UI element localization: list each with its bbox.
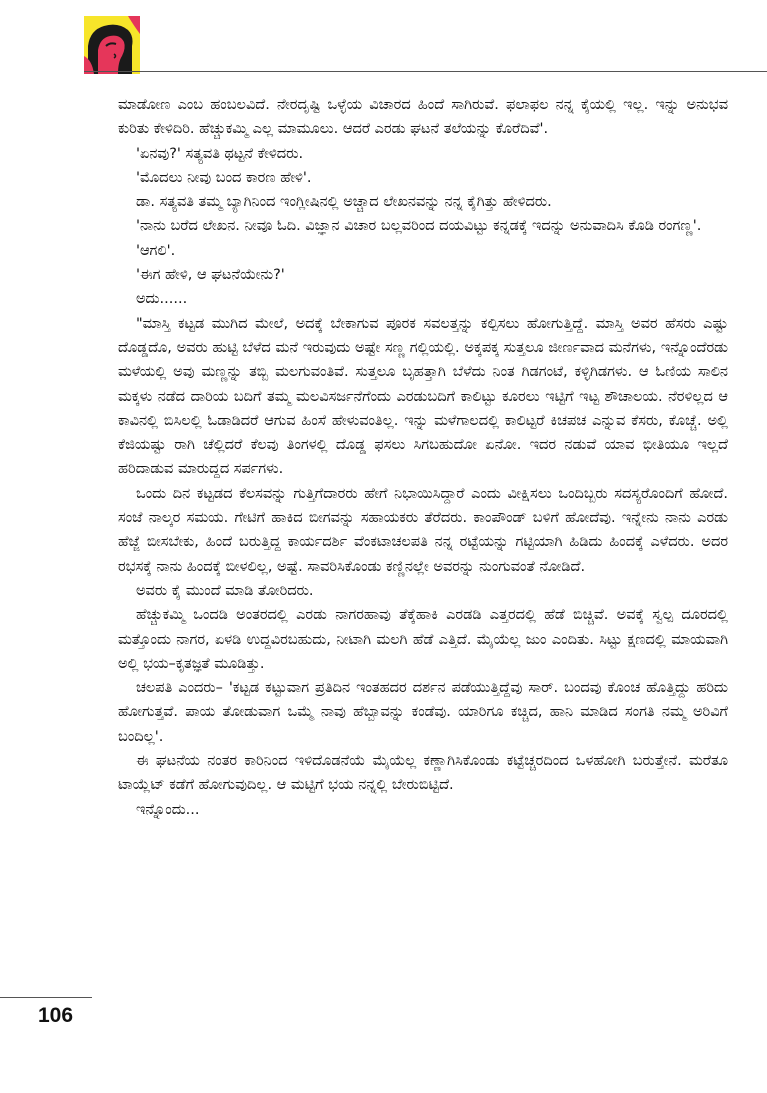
paragraph: ಡಾ. ಸತ್ಯವತಿ ತಮ್ಮ ಬ್ಯಾಗಿನಿಂದ ಇಂಗ್ಲೀಷಿನಲ್ಲಿ ಅಚ್ಚಾದ ಲೇಖನವನ್ನು ನನ್ನ ಕೈಗಿತ್ತು ಹೇಳಿದರು. — [136, 194, 552, 211]
paragraph: ಚಲಪತಿ ಎಂದರು– 'ಕಟ್ಟಡ ಕಟ್ಟುವಾಗ ಪ್ರತಿದಿನ ಇಂತಹದರ ದರ್ಶನ ಪಡೆಯುತ್ತಿದ್ದೆವು ಸಾರ್. ಬಂದವು ಕೊಂಚ ಹೊತ್ತಿದ್ದು ಹರಿದು ಹೋಗುತ್ತವೆ. ಪಾಯ ತೋಡುವಾಗ ಒಮ್ಮೆ ನಾವು ಹೆಬ್ಬಾವನ್ನು ಕಂಡೆವು. ಯಾರಿಗೂ ಕಚ್ಚಿದ, ಹಾನಿ ಮಾಡಿದ ಸಂಗತಿ ನಮ್ಮ ಅರಿವಿಗೆ ಬಂದಿಲ್ಲ'. — [118, 680, 728, 745]
folio-rule — [0, 997, 92, 998]
paragraph: ಒಂದು ದಿನ ಕಟ್ಟಡದ ಕೆಲಸವನ್ನು ಗುತ್ತಿಗೆದಾರರು ಹೇಗೆ ನಿಭಾಯಿಸಿದ್ದಾರೆ ಎಂದು ವೀಕ್ಷಿಸಲು ಒಂದಿಬ್ಬರು ಸದಸ್ಯರೊಂದಿಗೆ ಹೋದೆ. ಸಂಜೆ ನಾಲ್ಕರ ಸಮಯ. ಗೇಟಿಗೆ ಹಾಕಿದ ಬೀಗವನ್ನು ಸಹಾಯಕರು ತೆರೆದರು. ಕಾಂಪೌಂಡ್ ಬಳಿಗೆ ಹೋದೆವು. ಇನ್ನೇನು ನಾನು ಎರಡು ಹೆಜ್ಜೆ ಬೀಸಬೇಕು, ಹಿಂದೆ ಬರುತ್ತಿದ್ದ ಕಾರ್ಯದರ್ಶಿ ವೆಂಕಟಾಚಲಪತಿ ನನ್ನ ರಟ್ಟೆಯನ್ನು ಗಟ್ಟಿಯಾಗಿ ಹಿಡಿದು ಹಿಂದಕ್ಕೆ ಎಳೆದರು. ಅದರ ರಭಸಕ್ಕೆ ನಾನು ಹಿಂದಕ್ಕೆ ಬೀಳಲಿಲ್ಲ, ಅಷ್ಟೆ. ಸಾವರಿಸಿಕೊಂಡು ಕಣ್ಣಿನಲ್ಲೇ ಅವರನ್ನು ನುಂಗುವಂತೆ ನೋಡಿದೆ. — [118, 485, 728, 575]
page-number: 106 — [38, 1004, 74, 1027]
paragraph: 'ಮೊದಲು ನೀವು ಬಂದ ಕಾರಣ ಹೇಳಿ'. — [136, 169, 312, 186]
paragraph: 'ಆಗಲಿ'. — [136, 242, 176, 259]
paragraph: ಹೆಚ್ಚುಕಮ್ಮಿ ಒಂದಡಿ ಅಂತರದಲ್ಲಿ ಎರಡು ನಾಗರಹಾವು ತೆಕ್ಕೆಹಾಕಿ ಎರಡಡಿ ಎತ್ತರದಲ್ಲಿ ಹೆಡೆ ಬಿಚ್ಚಿವೆ. ಅವಕ್ಕೆ ಸ್ವಲ್ಪ ದೂರದಲ್ಲಿ ಮತ್ತೊಂದು ನಾಗರ, ಏಳಡಿ ಉದ್ದವಿರಬಹುದು, ನೀಟಾಗಿ ಮಲಗಿ ಹೆಡೆ ಎತ್ತಿದೆ. ಮೈಯೆಲ್ಲ ಜುಂ ಎಂದಿತು. ಸಿಟ್ಟು ಕ್ಷಣದಲ್ಲಿ ಮಾಯವಾಗಿ ಅಲ್ಲಿ ಭಯ–ಕೃತಜ್ಞತೆ ಮೂಡಿತ್ತು. — [118, 607, 728, 672]
paragraph: 'ಈಗ ಹೇಳಿ, ಆ ಘಟನೆಯೇನು?' — [136, 267, 285, 284]
header-rule — [84, 71, 767, 72]
paragraph: ಮಾಡೋಣ ಎಂಬ ಹಂಬಲವಿದೆ. ನೇರದೃಷ್ಟಿ ಒಳ್ಳೆಯ ವಿಚಾರದ ಹಿಂದೆ ಸಾಗಿರುವೆ. ಫಲಾಫಲ ನನ್ನ ಕೈಯಲ್ಲಿ ಇಲ್ಲ. ಇನ್ನು ಅನುಭವ ಕುರಿತು ಕೇಳಿದಿರಿ. ಹೆಚ್ಚುಕಮ್ಮಿ ಎಲ್ಲ ಮಾಮೂಲು. ಆದರೆ ಎರಡು ಘಟನೆ ತಲೆಯನ್ನು ಕೊರೆದಿವೆ'. — [118, 97, 728, 138]
paragraph: 'ನಾನು ಬರೆದ ಲೇಖನ. ನೀವೂ ಓದಿ. ವಿಜ್ಞಾನ ವಿಚಾರ ಬಲ್ಲವರಿಂದ ದಯವಿಟ್ಟು ಕನ್ನಡಕ್ಕೆ ಇದನ್ನು ಅನುವಾದಿಸಿ ಕೊಡಿ ರಂಗಣ್ಣ'. — [136, 218, 702, 235]
paragraph: 'ಏನವು?' ಸತ್ಯವತಿ ಥಟ್ಟನೆ ಕೇಳಿದರು. — [136, 145, 304, 162]
paragraph: ಇನ್ನೊಂದು... — [136, 801, 200, 818]
paragraph: "ಮಾಸ್ತಿ ಕಟ್ಟಡ ಮುಗಿದ ಮೇಲೆ, ಅದಕ್ಕೆ ಬೇಕಾಗುವ ಪೂರಕ ಸವಲತ್ತನ್ನು ಕಲ್ಪಿಸಲು ಹೋಗುತ್ತಿದ್ದೆ. ಮಾಸ್ತಿ ಅವರ ಹೆಸರು ಎಷ್ಟು ದೊಡ್ಡದೊ, ಅವರು ಹುಟ್ಟಿ ಬೆಳೆದ ಮನೆ ಇರುವುದು ಅಷ್ಟೇ ಸಣ್ಣ ಗಲ್ಲಿಯಲ್ಲಿ. ಅಕ್ಕಪಕ್ಕ ಸುತ್ತಲೂ ಜೀರ್ಣವಾದ ಮನೆಗಳು, ಇನ್ನೊಂದೆರಡು ಮಳೆಯಲ್ಲಿ ಅವು ಮಣ್ಣನ್ನು ತಬ್ಬಿ ಮಲಗುವಂತಿವೆ. ಸುತ್ತಲೂ ಬೃಹತ್ತಾಗಿ ಬೆಳೆದು ನಿಂತ ಗಿಡಗಂಟೆ, ಕಳ್ಳಿಗಿಡಗಳು. ಆ ಓಣಿಯ ಸಾಲಿನ ಮಕ್ಕಳು ನಡೆದ ದಾರಿಯ ಬದಿಗೆ ತಮ್ಮ ಮಲವಿಸರ್ಜನೆಗೆಂದು ಎರಡುಬದಿಗೆ ಕಾಲಿಟ್ಟು ಕೂರಲು ಇಟ್ಟಿಗೆ ಇಟ್ಟ ಶೌಚಾಲಯ. ನೆರಳಿಲ್ಲದ ಆ ಕಾವಿನಲ್ಲಿ ಬಿಸಿಲಲ್ಲಿ ಓಡಾಡಿದರೆ ಆಗುವ ಹಿಂಸೆ ಹೇಳುವಂತಿಲ್ಲ. ಇನ್ನು ಮಳೆಗಾಲದಲ್ಲಿ ಕಾಲಿಟ್ಟರೆ ಕಿಚಪಚ ಎನ್ನುವ ಕೆಸರು, ಕೊಚ್ಚೆ. ಅಲ್ಲಿ ಕೆಜಿಯಷ್ಟು ರಾಗಿ ಚೆಲ್ಲಿದರೆ ಕೆಲವು ತಿಂಗಳಲ್ಲಿ ದೊಡ್ಡ ಫಸಲು ಸಿಗಬಹುದೋ ಏನೋ. ಇದರ ನಡುವೆ ಯಾವ ಭೀತಿಯೂ ಇಲ್ಲದೆ ಹರಿದಾಡುವ ಮಾರುದ್ದದ ಸರ್ಪಗಳು. — [118, 315, 728, 478]
paragraph: ಅದು...... — [136, 291, 188, 308]
paragraph: ಅವರು ಕೈ ಮುಂದೆ ಮಾಡಿ ತೋರಿದರು. — [136, 582, 314, 599]
body-text — [118, 93, 728, 822]
woman-profile-logo-icon — [84, 16, 140, 74]
paragraph: ಈ ಘಟನೆಯ ನಂತರ ಕಾರಿನಿಂದ ಇಳಿದೊಡನೆಯೆ ಮೈಯೆಲ್ಲ ಕಣ್ಣಾಗಿಸಿಕೊಂಡು ಕಟ್ಟೆಚ್ಚರದಿಂದ ಒಳಹೋಗಿ ಬರುತ್ತೇನೆ. ಮರೆತೂ ಟಾಯ್ಲೆಟ್ ಕಡೆಗೆ ಹೋಗುವುದಿಲ್ಲ. ಆ ಮಟ್ಟಿಗೆ ಭಯ ನನ್ನಲ್ಲಿ ಬೇರುಬಿಟ್ಟಿದೆ. — [118, 753, 728, 794]
